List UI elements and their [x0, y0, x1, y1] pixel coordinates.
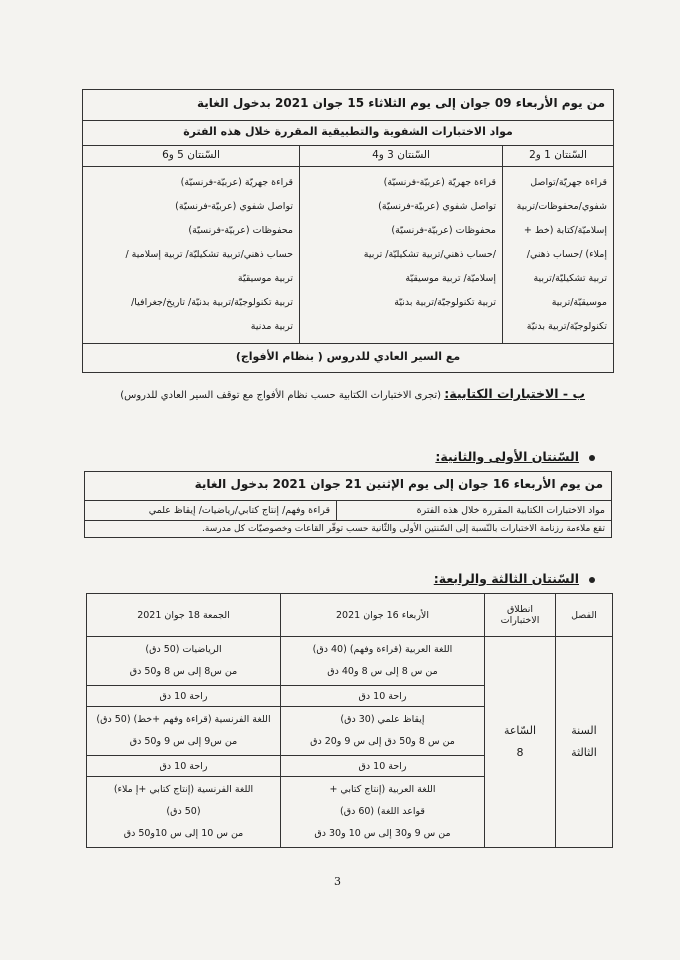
written-exams-years-1-2-table — [84, 471, 612, 538]
oral-exams-footer-note: مع السير العادي للدروس ( بنظام الأفواج) — [83, 344, 614, 373]
exam-subject: (50 دق) — [166, 806, 201, 817]
subject-line: قراءة جهريّة/تواصل — [530, 177, 607, 188]
subject-line: محفوظات (عربيّة-فرنسيّة) — [188, 225, 293, 236]
fri-break-2: راحة 10 دق — [87, 756, 281, 777]
class-name-line: الثالثة — [571, 746, 597, 759]
subject-line: حساب ذهني/تربية تشكيليّة/ تربية إسلامية / — [125, 249, 293, 260]
exam-time: من س9 إلى س 9 و50 دق — [129, 736, 238, 747]
exam-time: من س 9 و30 إلى س 10 و30 دق — [314, 828, 451, 839]
oral-exams-period-title: من يوم الأربعاء 09 جوان إلى يوم الثلاثاء 15 جوان 2021 بدخول الغاية — [83, 90, 614, 121]
header-start-time — [485, 594, 556, 637]
subject-line: موسيقيّة/تربية — [551, 297, 607, 308]
wed-exam-science — [281, 707, 485, 756]
subject-line: إسلاميّة/كتابة (خط + — [523, 225, 607, 236]
wed-exam-arabic-reading — [281, 637, 485, 686]
subject-line: تواصل شفوي (عربيّة-فرنسيّة) — [378, 201, 496, 212]
exam-time: من س8 إلى س 8 و50 دق — [129, 666, 238, 677]
fri-exam-french-writing — [87, 777, 281, 848]
subjects-years-1-2 — [503, 167, 614, 344]
wed-exam-arabic-writing — [281, 777, 485, 848]
header-years-5-6: السّنتان 5 و6 — [83, 146, 300, 167]
years-1-2-schedule-note: تقع ملاءمة رزنامة الاختبارات بالنّسبة إلى السّنتين الأولى والثّانية حسب توفّر القاعات وخصوصيّات كل مدرسة. — [85, 521, 612, 538]
start-time-line: السّاعة — [503, 724, 537, 737]
exam-time: من س 8 و50 دق إلى س 9 و20 دق — [310, 736, 455, 747]
exam-time: من س 8 إلى س 8 و40 دق — [327, 666, 438, 677]
years-3-4-heading — [434, 571, 595, 586]
exam-subject: إيقاظ علمي (30 دق) — [340, 714, 425, 725]
subject-line: قراءة جهريّة (عربيّة-فرنسيّة) — [383, 177, 496, 188]
start-time — [485, 637, 556, 848]
exam-subject: اللغة الفرنسية (إنتاج كتابي +إ ملاء) — [113, 784, 254, 795]
exam-subject: اللغة الفرنسية (قراءة وفهم +خط) (50 دق) — [96, 714, 271, 725]
years-1-2-subjects-label: مواد الاختبارات الكتابية المقررة خلال هذه الفترة — [337, 501, 612, 521]
header-years-3-4: السّنتان 3 و4 — [300, 146, 503, 167]
written-exams-description: (تجرى الاختبارات الكتابية حسب نظام الأفواج مع توقف السير العادي للدروس) — [120, 390, 442, 401]
years-1-2-period-title: من يوم الأربعاء 16 جوان إلى يوم الإثنين 21 جوان 2021 بدخول الغاية — [85, 472, 612, 501]
exam-time: من س 10 إلى س 10و50 دق — [123, 828, 244, 839]
class-third-year — [556, 637, 613, 848]
subject-line: محفوظات (عربيّة-فرنسيّة) — [391, 225, 496, 236]
header-day-friday: الجمعة 18 جوان 2021 — [87, 594, 281, 637]
subject-line: إسلاميّة/ تربية موسيقيّة — [405, 273, 496, 284]
years-1-2-subjects: قراءة وفهم/ إنتاج كتابي/رياضيات/ إيقاظ علمي — [85, 501, 337, 521]
header-class: الفصل — [556, 594, 613, 637]
header-day-wednesday: الأربعاء 16 جوان 2021 — [281, 594, 485, 637]
fri-exam-math — [87, 637, 281, 686]
exam-subject: اللغة العربية (إنتاج كتابي + — [329, 784, 436, 795]
header-years-1-2: السّنتان 1 و2 — [503, 146, 614, 167]
wed-break-1: راحة 10 دق — [281, 686, 485, 707]
bullet-icon — [589, 577, 595, 583]
subject-line: قراءة جهريّة (عربيّة-فرنسيّة) — [180, 177, 293, 188]
subject-line: تربية موسيقيّة — [237, 273, 293, 284]
subject-line: /حساب ذهني/تربية تشكيليّة/ تربية — [363, 249, 496, 260]
class-name-line: السنة — [571, 724, 597, 737]
fri-break-1: راحة 10 دق — [87, 686, 281, 707]
exam-subject: الرياضيات (50 دق) — [145, 644, 222, 655]
fri-exam-french-reading — [87, 707, 281, 756]
oral-exams-table — [82, 89, 614, 373]
written-exams-years-3-4-table — [86, 593, 613, 848]
oral-exams-subjects-heading: مواد الاختبارات الشفوية والتطبيقية المقررة خلال هذه الفترة — [83, 121, 614, 146]
header-start-line: انطلاق — [506, 604, 534, 615]
written-exams-heading: ب - الاختبارات الكتابية: — [444, 386, 585, 401]
subject-line: شفوي/محفوظات/تربية — [516, 201, 607, 212]
subject-line: إملاء) /حساب ذهني/ — [526, 249, 607, 260]
subject-line: تربية مدنية — [250, 321, 293, 332]
exam-subject: اللغة العربية (قراءة وفهم) (40 دق) — [312, 644, 453, 655]
subjects-years-5-6 — [83, 167, 300, 344]
subject-line: تربية تكنولوجيّة/تربية بدنيّة — [394, 297, 496, 308]
years-3-4-heading-text: السّنتان الثالثة والرابعة: — [433, 571, 579, 586]
wed-break-2: راحة 10 دق — [281, 756, 485, 777]
subject-line: تواصل شفوي (عربيّة-فرنسيّة) — [175, 201, 293, 212]
subject-line: تربية تكنولوجيّة/تربية بدنيّة/ تاريخ/جغرافيا/ — [131, 297, 293, 308]
years-1-2-heading — [435, 449, 595, 464]
subjects-years-3-4 — [300, 167, 503, 344]
bullet-icon — [589, 455, 595, 461]
header-start-line: الاختبارات — [500, 615, 540, 626]
start-time-line: 8 — [516, 746, 524, 759]
years-1-2-heading-text: السّنتان الأولى والثانية: — [435, 449, 579, 464]
subject-line: تربية تشكيليّة/تربية — [533, 273, 607, 284]
written-exams-section — [120, 386, 585, 401]
exam-subject: قواعد اللغة) (60 دق) — [340, 806, 425, 817]
page-number: 3 — [334, 875, 341, 888]
subject-line: تكنولوجيّة/تربية بدنيّة — [526, 321, 607, 332]
